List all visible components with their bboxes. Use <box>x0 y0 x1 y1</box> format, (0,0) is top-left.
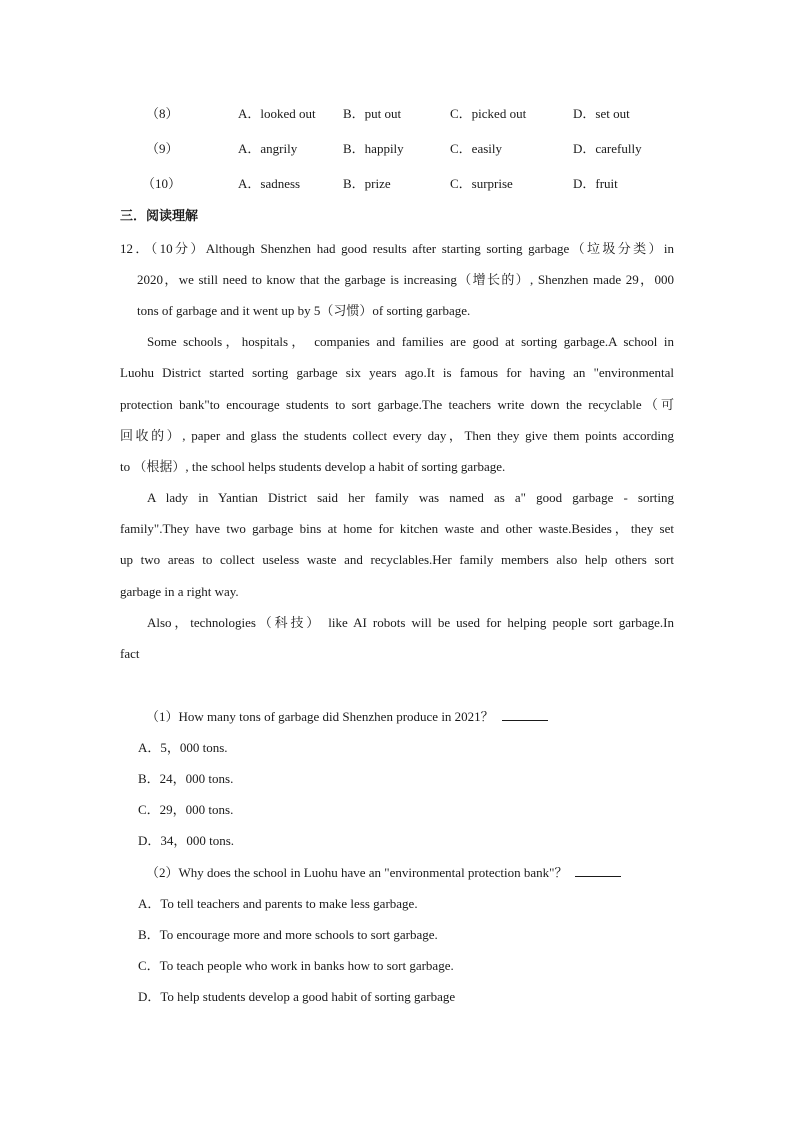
option-b: B．put out <box>343 106 402 121</box>
question-1-option-b: B．24，000 tons. <box>138 771 234 786</box>
option-d: D．set out <box>573 106 630 121</box>
option-d: D．fruit <box>573 176 618 191</box>
paragraph-3-line-3: up two areas to collect useless waste and recyclables.Her family members also help others sort <box>120 552 674 567</box>
question-1-stem-row <box>146 708 548 726</box>
option-a: A．angrily <box>238 141 298 156</box>
paragraph-2-line-1: Some schools，hospitals， companies and families are good at sorting garbage.A school in <box>147 334 674 349</box>
paragraph-2-line-4: 回收的）, paper and glass the students collect every day，Then they give them points according <box>120 428 674 443</box>
paragraph-2-line-5: to （根据）, the school helps students develop a habit of sorting garbage. <box>120 459 506 474</box>
question-number: （10） <box>142 176 182 191</box>
paragraph-2-line-2: Luohu District started sorting garbage six years ago.It is famous for having an "environmental <box>120 365 674 380</box>
option-d: D．carefully <box>573 141 642 156</box>
option-b: B．happily <box>343 141 404 156</box>
paragraph-3-line-1: A lady in Yantian District said her family was named as a" good garbage - sorting <box>147 490 674 505</box>
question-2-option-d: D．To help students develop a good habit of sorting garbage <box>138 989 456 1004</box>
question-1-option-c: C．29，000 tons. <box>138 802 234 817</box>
paragraph-4-line-1: Also，technologies（科技） like AI robots will be used for helping people sort garbage.In <box>147 615 674 630</box>
question-1-option-d: D．34，000 tons. <box>138 833 235 848</box>
paragraph-3-line-2: family".They have two garbage bins at home for kitchen waste and other waste.Besides，they set <box>120 521 674 536</box>
option-c: C．picked out <box>450 106 527 121</box>
question-2-option-c: C．To teach people who work in banks how to sort garbage. <box>138 958 454 973</box>
passage-intro-line-2: 2020，we still need to know that the garbage is increasing（增长的）, Shenzhen made 29，000 <box>137 272 674 287</box>
option-c: C．surprise <box>450 176 513 191</box>
question-1-stem: （1）How many tons of garbage did Shenzhen produce in 2021？ <box>146 709 494 724</box>
passage-intro-line-3: tons of garbage and it went up by 5（习惯）of sorting garbage. <box>137 303 471 318</box>
paragraph-3-line-4: garbage in a right way. <box>120 584 239 599</box>
question-2-option-b: B．To encourage more and more schools to sort garbage. <box>138 927 438 942</box>
option-a: A．looked out <box>238 106 316 121</box>
question-number: （9） <box>146 141 179 156</box>
passage-intro-line-1: 12．（10分）Although Shenzhen had good results after starting sorting garbage（垃圾分类）in <box>120 241 674 256</box>
option-b: B．prize <box>343 176 391 191</box>
question-2-stem-row <box>146 864 621 882</box>
answer-blank <box>502 708 548 721</box>
section-title: 三．阅读理解 <box>120 209 199 224</box>
option-c: C．easily <box>450 141 502 156</box>
question-2-stem: （2）Why does the school in Luohu have an "environmental protection bank"？ <box>146 865 568 880</box>
option-a: A．sadness <box>238 176 301 191</box>
paragraph-4-line-2: fact <box>120 646 140 661</box>
question-2-option-a: A．To tell teachers and parents to make less garbage. <box>138 896 418 911</box>
paragraph-2-line-3: protection bank"to encourage students to sort garbage.The teachers write down the recyclable（可 <box>120 397 674 412</box>
question-1-option-a: A．5，000 tons. <box>138 740 228 755</box>
answer-blank <box>575 864 621 877</box>
question-number: （8） <box>146 106 179 121</box>
